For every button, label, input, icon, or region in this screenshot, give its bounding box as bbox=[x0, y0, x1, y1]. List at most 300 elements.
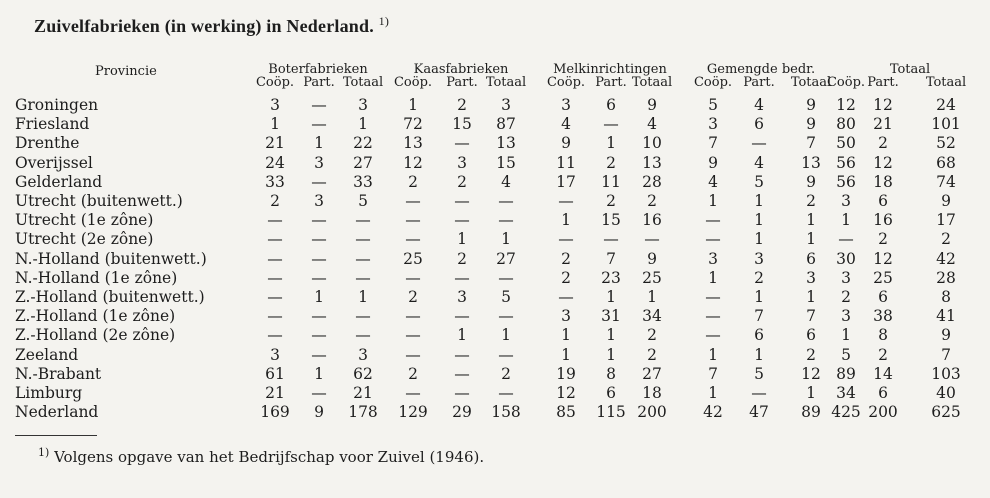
table-row bbox=[0, 192, 990, 210]
table-cell: 18 bbox=[642, 384, 662, 402]
table-cell: — bbox=[267, 211, 283, 230]
table-cell: — bbox=[498, 345, 514, 364]
table-cell: 25 bbox=[403, 249, 423, 268]
table-cell: 2 bbox=[647, 345, 657, 364]
table-cell: — bbox=[311, 326, 327, 345]
table-cell: 7 bbox=[708, 364, 718, 383]
sub-header: Coöp. bbox=[826, 75, 866, 90]
table-cell: — bbox=[603, 230, 619, 249]
sub-header: Totaal bbox=[925, 75, 967, 90]
table-cell: — bbox=[311, 230, 327, 249]
table-cell: — bbox=[311, 115, 327, 134]
table-cell: 4 bbox=[561, 115, 571, 134]
table-cell: — bbox=[355, 307, 371, 326]
table-cell: 34 bbox=[836, 384, 856, 402]
table-cell: — bbox=[311, 307, 327, 326]
table-cell: 22 bbox=[353, 134, 373, 153]
table-cell: — bbox=[355, 211, 371, 230]
table-cell: 40 bbox=[936, 384, 956, 402]
table-cell: — bbox=[705, 288, 721, 306]
province-label: N.-Brabant bbox=[15, 364, 102, 383]
footnote-text: Volgens opgave van het Bedrijfschap voor Zuivel (1946). bbox=[54, 448, 485, 466]
province-label: Zeeland bbox=[15, 345, 79, 364]
table-cell: 3 bbox=[457, 288, 467, 306]
sub-header: Part. bbox=[303, 75, 335, 90]
table-cell: 1 bbox=[708, 345, 718, 364]
table-cell: 7 bbox=[941, 345, 951, 364]
table-row bbox=[0, 96, 990, 114]
table-cell: 2 bbox=[501, 364, 511, 383]
province-label: Utrecht (2e zône) bbox=[15, 230, 154, 249]
table-cell: — bbox=[603, 115, 619, 134]
table-cell: — bbox=[498, 268, 514, 287]
table-cell: 4 bbox=[647, 115, 657, 134]
table-cell: 42 bbox=[703, 403, 723, 422]
table-cell: 4 bbox=[754, 153, 764, 172]
table-cell: 89 bbox=[801, 403, 821, 422]
table-cell: 1 bbox=[647, 288, 657, 306]
table-cell: 1 bbox=[708, 192, 718, 210]
table-cell: — bbox=[267, 326, 283, 345]
table-cell: 1 bbox=[314, 288, 324, 306]
sub-header: Totaal bbox=[631, 75, 673, 90]
table-cell: — bbox=[454, 268, 470, 287]
province-label: Overijssel bbox=[15, 153, 93, 172]
province-label: Z.-Holland (buitenwett.) bbox=[15, 288, 205, 306]
table-cell: 13 bbox=[403, 134, 423, 153]
table-cell: 3 bbox=[561, 307, 571, 326]
table-cell: 7 bbox=[708, 134, 718, 153]
table-cell: 5 bbox=[754, 172, 764, 191]
table-cell: — bbox=[405, 268, 421, 287]
table-cell: 2 bbox=[561, 268, 571, 287]
table-cell: 129 bbox=[398, 403, 428, 422]
table-cell: 3 bbox=[561, 96, 571, 114]
footnote-mark: 1) bbox=[38, 446, 50, 459]
table-row bbox=[0, 288, 990, 306]
table-cell: 3 bbox=[457, 153, 467, 172]
table-cell: 1 bbox=[561, 345, 571, 364]
table-cell: 7 bbox=[806, 307, 816, 326]
table-cell: 9 bbox=[647, 96, 657, 114]
table-row bbox=[0, 134, 990, 152]
group-header: Melkinrichtingen bbox=[553, 62, 667, 77]
table-cell: 12 bbox=[836, 96, 856, 114]
table-cell: 3 bbox=[358, 96, 368, 114]
table-cell: 5 bbox=[358, 192, 368, 210]
table-cell: — bbox=[405, 230, 421, 249]
table-cell: 6 bbox=[754, 115, 764, 134]
sub-header: Coöp. bbox=[546, 75, 586, 90]
table-cell: 12 bbox=[873, 96, 893, 114]
table-row bbox=[0, 211, 990, 229]
table-cell: 18 bbox=[873, 172, 893, 191]
table-cell: — bbox=[355, 230, 371, 249]
table-cell: 115 bbox=[596, 403, 626, 422]
table-cell: 80 bbox=[836, 115, 856, 134]
table-cell: 9 bbox=[941, 192, 951, 210]
table-cell: 38 bbox=[873, 307, 893, 326]
table-cell: 625 bbox=[931, 403, 961, 422]
table-cell: 2 bbox=[270, 192, 280, 210]
table-cell: 1 bbox=[606, 134, 616, 153]
table-cell: 2 bbox=[941, 230, 951, 249]
table-cell: 6 bbox=[606, 96, 616, 114]
group-header: Totaal bbox=[889, 62, 931, 77]
table-cell: 42 bbox=[936, 249, 956, 268]
table-cell: 85 bbox=[556, 403, 576, 422]
table-cell: 12 bbox=[873, 249, 893, 268]
table-cell: 16 bbox=[642, 211, 662, 230]
table-cell: 3 bbox=[806, 268, 816, 287]
table-cell: — bbox=[267, 268, 283, 287]
group-header: Boterfabrieken bbox=[268, 62, 368, 77]
table-cell: 1 bbox=[708, 268, 718, 287]
table-cell: 8 bbox=[606, 364, 616, 383]
table-cell: 1 bbox=[806, 211, 816, 230]
table-cell: 56 bbox=[836, 172, 856, 191]
table-cell: — bbox=[498, 307, 514, 326]
province-label: Z.-Holland (1e zône) bbox=[15, 307, 176, 326]
table-cell: 9 bbox=[647, 249, 657, 268]
table-cell: 2 bbox=[606, 153, 616, 172]
province-label: N.-Holland (1e zône) bbox=[15, 268, 178, 287]
table-cell: 1 bbox=[358, 288, 368, 306]
table-cell: 1 bbox=[314, 134, 324, 153]
table-cell: 200 bbox=[868, 403, 898, 422]
table-cell: 6 bbox=[878, 384, 888, 402]
table-cell: 1 bbox=[754, 192, 764, 210]
table-cell: 1 bbox=[806, 230, 816, 249]
table-cell: 6 bbox=[754, 326, 764, 345]
table-row bbox=[0, 307, 990, 325]
table-row bbox=[0, 115, 990, 133]
footnote-rule bbox=[15, 435, 97, 436]
sub-header: Part. bbox=[595, 75, 627, 90]
table-cell: 28 bbox=[642, 172, 662, 191]
table-cell: — bbox=[355, 268, 371, 287]
table-cell: 2 bbox=[841, 288, 851, 306]
table-cell: — bbox=[311, 384, 327, 402]
table-cell: 1 bbox=[408, 96, 418, 114]
table-cell: — bbox=[405, 345, 421, 364]
table-cell: 24 bbox=[265, 153, 285, 172]
table-cell: 41 bbox=[936, 307, 956, 326]
table-cell: 3 bbox=[841, 192, 851, 210]
table-row bbox=[0, 326, 990, 344]
table-cell: 25 bbox=[642, 268, 662, 287]
table-cell: 21 bbox=[265, 134, 285, 153]
table-cell: 8 bbox=[878, 326, 888, 345]
table-cell: 2 bbox=[754, 268, 764, 287]
table-cell: 52 bbox=[936, 134, 956, 153]
province-label: Groningen bbox=[15, 96, 99, 114]
table-cell: 24 bbox=[936, 96, 956, 114]
table-cell: — bbox=[405, 307, 421, 326]
table-row bbox=[0, 230, 990, 248]
table-cell: 7 bbox=[606, 249, 616, 268]
table-cell: 2 bbox=[878, 345, 888, 364]
table-cell: 12 bbox=[556, 384, 576, 402]
sub-header: Part. bbox=[446, 75, 478, 90]
table-cell: 3 bbox=[841, 268, 851, 287]
table-cell: 9 bbox=[561, 134, 571, 153]
table-cell: 2 bbox=[457, 172, 467, 191]
table-cell: 27 bbox=[496, 249, 516, 268]
table-row bbox=[0, 346, 990, 364]
table-cell: 9 bbox=[806, 172, 816, 191]
table-cell: 16 bbox=[873, 211, 893, 230]
table-cell: 21 bbox=[265, 384, 285, 402]
table-cell: 33 bbox=[353, 172, 373, 191]
table-cell: 1 bbox=[754, 345, 764, 364]
table-cell: 2 bbox=[806, 345, 816, 364]
table-cell: 1 bbox=[806, 384, 816, 402]
table-cell: — bbox=[705, 307, 721, 326]
table-cell: 1 bbox=[708, 384, 718, 402]
province-label: Utrecht (buitenwett.) bbox=[15, 192, 183, 210]
table-cell: 2 bbox=[457, 249, 467, 268]
table-cell: 158 bbox=[491, 403, 521, 422]
table-title-text: Zuivelfabrieken (in werking) in Nederland. bbox=[34, 16, 374, 36]
table-cell: — bbox=[558, 192, 574, 210]
table-cell: 6 bbox=[878, 192, 888, 210]
table-cell: 9 bbox=[314, 403, 324, 422]
table-cell: 1 bbox=[754, 288, 764, 306]
table-cell: — bbox=[705, 211, 721, 230]
table-cell: — bbox=[644, 230, 660, 249]
table-cell: 30 bbox=[836, 249, 856, 268]
table-cell: 3 bbox=[314, 192, 324, 210]
table-cell: 11 bbox=[601, 172, 621, 191]
table-cell: 2 bbox=[408, 288, 418, 306]
table-cell: 6 bbox=[806, 249, 816, 268]
sub-header: Coöp. bbox=[393, 75, 433, 90]
table-cell: 27 bbox=[353, 153, 373, 172]
table-cell: 7 bbox=[806, 134, 816, 153]
table-cell: — bbox=[267, 307, 283, 326]
table-cell: — bbox=[454, 364, 470, 383]
table-cell: 11 bbox=[556, 153, 576, 172]
province-label: Utrecht (1e zône) bbox=[15, 211, 154, 230]
table-cell: 17 bbox=[556, 172, 576, 191]
table-cell: 9 bbox=[806, 115, 816, 134]
table-cell: 21 bbox=[353, 384, 373, 402]
table-cell: 5 bbox=[501, 288, 511, 306]
table-cell: 4 bbox=[501, 172, 511, 191]
table-cell: 3 bbox=[841, 307, 851, 326]
table-cell: 5 bbox=[754, 364, 764, 383]
table-cell: 1 bbox=[754, 211, 764, 230]
table-cell: 169 bbox=[260, 403, 290, 422]
table-cell: — bbox=[405, 211, 421, 230]
table-cell: 29 bbox=[452, 403, 472, 422]
table-cell: — bbox=[454, 134, 470, 153]
table-cell: 6 bbox=[806, 326, 816, 345]
table-cell: 5 bbox=[708, 96, 718, 114]
table-cell: 23 bbox=[601, 268, 621, 287]
table-cell: 2 bbox=[457, 96, 467, 114]
table-cell: 1 bbox=[561, 211, 571, 230]
table-cell: 1 bbox=[606, 288, 616, 306]
table-cell: 2 bbox=[878, 134, 888, 153]
table-cell: 2 bbox=[806, 192, 816, 210]
table-cell: 9 bbox=[941, 326, 951, 345]
table-cell: — bbox=[454, 307, 470, 326]
table-cell: — bbox=[355, 249, 371, 268]
table-cell: 2 bbox=[408, 172, 418, 191]
table-cell: 425 bbox=[831, 403, 861, 422]
table-cell: 101 bbox=[931, 115, 961, 134]
table-cell: 1 bbox=[841, 211, 851, 230]
table-cell: 15 bbox=[496, 153, 516, 172]
table-cell: 9 bbox=[806, 96, 816, 114]
table-cell: 4 bbox=[708, 172, 718, 191]
table-cell: 61 bbox=[265, 364, 285, 383]
table-row bbox=[0, 365, 990, 383]
table-cell: — bbox=[311, 268, 327, 287]
sub-header: Totaal bbox=[342, 75, 384, 90]
table-cell: 72 bbox=[403, 115, 423, 134]
table-cell: 8 bbox=[941, 288, 951, 306]
table-cell: — bbox=[498, 192, 514, 210]
table-title bbox=[34, 14, 389, 37]
table-cell: 3 bbox=[708, 115, 718, 134]
table-cell: — bbox=[454, 192, 470, 210]
table-cell: — bbox=[454, 345, 470, 364]
table-cell: 17 bbox=[936, 211, 956, 230]
provincie-header: Provincie bbox=[95, 64, 157, 79]
table-cell: 47 bbox=[749, 403, 769, 422]
table-cell: 33 bbox=[265, 172, 285, 191]
table-cell: 89 bbox=[836, 364, 856, 383]
table-cell: — bbox=[267, 230, 283, 249]
table-cell: 87 bbox=[496, 115, 516, 134]
table-cell: 12 bbox=[873, 153, 893, 172]
table-cell: 28 bbox=[936, 268, 956, 287]
sub-header: Totaal bbox=[485, 75, 527, 90]
table-cell: — bbox=[405, 384, 421, 402]
table-cell: 1 bbox=[754, 230, 764, 249]
table-cell: — bbox=[751, 384, 767, 402]
table-cell: — bbox=[454, 211, 470, 230]
sub-header: Part. bbox=[867, 75, 899, 90]
sub-header: Coöp. bbox=[255, 75, 295, 90]
table-cell: — bbox=[311, 211, 327, 230]
table-cell: 62 bbox=[353, 364, 373, 383]
table-cell: — bbox=[751, 134, 767, 153]
table-cell: 1 bbox=[501, 326, 511, 345]
table-cell: 74 bbox=[936, 172, 956, 191]
sub-header: Part. bbox=[743, 75, 775, 90]
table-row bbox=[0, 403, 990, 421]
table-cell: 3 bbox=[358, 345, 368, 364]
table-cell: 13 bbox=[801, 153, 821, 172]
title-footnote-mark: 1) bbox=[378, 14, 390, 28]
table-cell: — bbox=[311, 172, 327, 191]
table-cell: — bbox=[705, 326, 721, 345]
table-cell: 1 bbox=[457, 326, 467, 345]
table-cell: 31 bbox=[601, 307, 621, 326]
table-cell: — bbox=[405, 192, 421, 210]
table-cell: 1 bbox=[358, 115, 368, 134]
table-cell: 103 bbox=[931, 364, 961, 383]
table-cell: 1 bbox=[606, 326, 616, 345]
table-cell: — bbox=[311, 249, 327, 268]
table-cell: — bbox=[705, 230, 721, 249]
table-cell: — bbox=[311, 96, 327, 114]
table-cell: 3 bbox=[270, 96, 280, 114]
table-cell: 6 bbox=[606, 384, 616, 402]
table-cell: 7 bbox=[754, 307, 764, 326]
table-cell: 2 bbox=[606, 192, 616, 210]
province-label: Gelderland bbox=[15, 172, 103, 191]
table-cell: 2 bbox=[561, 249, 571, 268]
table-cell: 68 bbox=[936, 153, 956, 172]
table-cell: 3 bbox=[270, 345, 280, 364]
table-cell: 10 bbox=[642, 134, 662, 153]
table-cell: 4 bbox=[754, 96, 764, 114]
table-cell: 13 bbox=[642, 153, 662, 172]
table-cell: 2 bbox=[647, 192, 657, 210]
table-row bbox=[0, 269, 990, 287]
table-cell: — bbox=[267, 288, 283, 306]
footnote bbox=[38, 446, 484, 466]
table-cell: 2 bbox=[408, 364, 418, 383]
table-cell: 1 bbox=[314, 364, 324, 383]
table-cell: — bbox=[355, 326, 371, 345]
table-row bbox=[0, 384, 990, 402]
province-label: Drenthe bbox=[15, 134, 80, 153]
sub-header: Coöp. bbox=[693, 75, 733, 90]
table-row bbox=[0, 173, 990, 191]
table-cell: 1 bbox=[806, 288, 816, 306]
table-cell: 56 bbox=[836, 153, 856, 172]
table-cell: — bbox=[498, 384, 514, 402]
province-label: Friesland bbox=[15, 115, 90, 134]
table-cell: 3 bbox=[501, 96, 511, 114]
table-cell: 3 bbox=[754, 249, 764, 268]
table-cell: — bbox=[558, 230, 574, 249]
table-cell: 19 bbox=[556, 364, 576, 383]
table-cell: 1 bbox=[841, 326, 851, 345]
table-cell: 15 bbox=[452, 115, 472, 134]
table-cell: — bbox=[498, 211, 514, 230]
table-cell: — bbox=[838, 230, 854, 249]
table-cell: 34 bbox=[642, 307, 662, 326]
table-cell: — bbox=[558, 288, 574, 306]
table-cell: 12 bbox=[801, 364, 821, 383]
table-row bbox=[0, 250, 990, 268]
table-cell: 12 bbox=[403, 153, 423, 172]
table-cell: 50 bbox=[836, 134, 856, 153]
table-row bbox=[0, 154, 990, 172]
table-cell: 9 bbox=[708, 153, 718, 172]
table-cell: 1 bbox=[606, 345, 616, 364]
table-cell: — bbox=[267, 249, 283, 268]
table-cell: 1 bbox=[270, 115, 280, 134]
province-label: N.-Holland (buitenwett.) bbox=[15, 249, 207, 268]
table-cell: 6 bbox=[878, 288, 888, 306]
table-cell: 3 bbox=[314, 153, 324, 172]
group-header: Kaasfabrieken bbox=[413, 62, 509, 77]
province-label: Nederland bbox=[15, 403, 99, 422]
table-cell: 2 bbox=[647, 326, 657, 345]
table-cell: — bbox=[454, 384, 470, 402]
table-cell: 1 bbox=[561, 326, 571, 345]
table-cell: 15 bbox=[601, 211, 621, 230]
table-cell: 13 bbox=[496, 134, 516, 153]
